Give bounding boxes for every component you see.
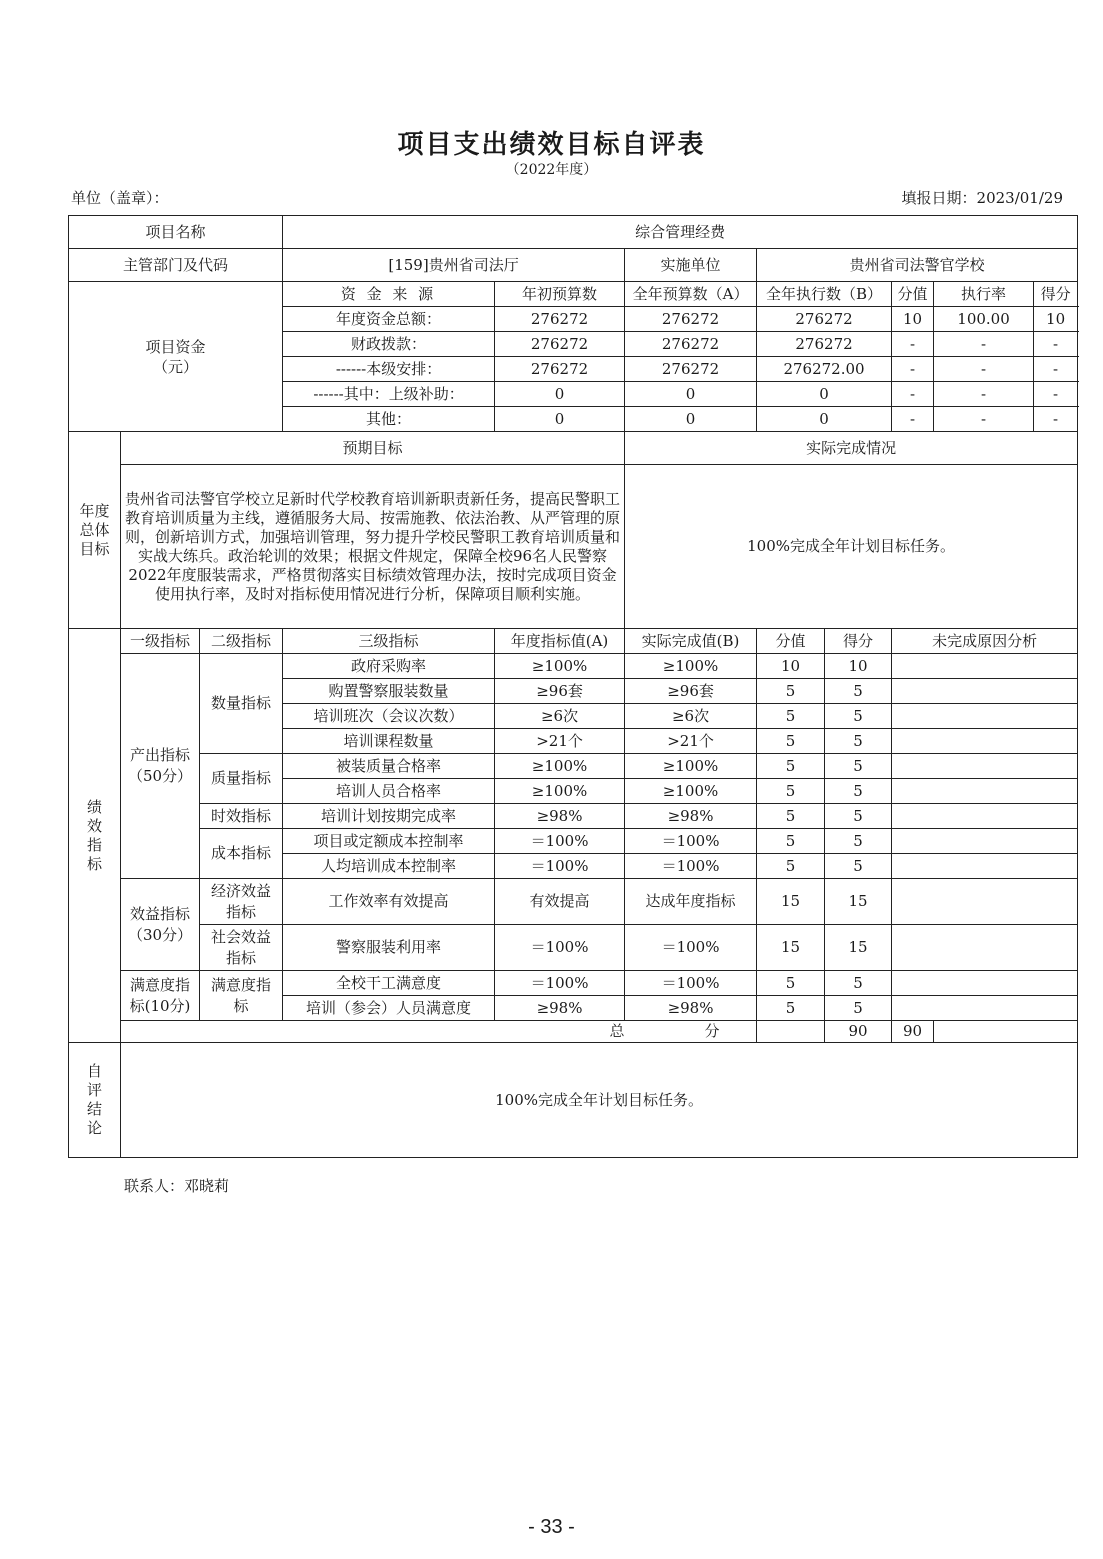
expected-goal-header: 预期目标 (121, 432, 625, 465)
indicator-name: 项目或定额成本控制率 (283, 829, 495, 854)
indicator-row (69, 804, 1078, 829)
actual-completion-text: 100%完成全年计划目标任务。 (625, 465, 1078, 629)
indicator-value: 5 (757, 729, 825, 754)
dept-value: [159]贵州省司法厅 (283, 249, 625, 282)
indicator-value: 5 (757, 754, 825, 779)
funds-executed: 276272 (757, 332, 892, 357)
indicator-actual: ≥100% (625, 779, 757, 804)
indicator-score: 5 (825, 829, 892, 854)
indicators-header-row (69, 629, 1078, 654)
indicator-target: ＝100% (495, 829, 625, 854)
indicator-value: 5 (757, 704, 825, 729)
indicator-score: 5 (825, 729, 892, 754)
indicator-value: 5 (757, 829, 825, 854)
indicator-reason (892, 879, 1078, 925)
indicator-actual: ≥100% (625, 754, 757, 779)
indicator-actual: ＝100% (625, 925, 757, 971)
indicator-target: 有效提高 (495, 879, 625, 925)
indicator-target: ≥98% (495, 996, 625, 1021)
indicator-score: 15 (825, 879, 892, 925)
indicator-name: 培训人员合格率 (283, 779, 495, 804)
funds-source: 财政拨款： (283, 332, 495, 357)
funds-section-label: 项目资金 （元） (69, 282, 283, 432)
col-level3: 三级指标 (283, 629, 495, 654)
total-row (69, 1021, 1078, 1043)
funds-executed: 0 (757, 407, 892, 432)
dept-label: 主管部门及代码 (69, 249, 283, 282)
total-label-right (625, 1021, 757, 1043)
indicator-reason (892, 754, 1078, 779)
funds-source: 其他： (283, 407, 495, 432)
total-reason (934, 1021, 1078, 1043)
indicator-value: 5 (757, 679, 825, 704)
indicator-reason (892, 854, 1078, 879)
benefit-indicator-label: 效益指标 （30分） (121, 879, 200, 971)
indicator-score: 5 (825, 804, 892, 829)
conclusion-label: 自 评 结 论 (69, 1043, 121, 1158)
funds-score: - (1034, 407, 1078, 432)
col-target: 年度指标值(A) (495, 629, 625, 654)
indicator-name: 培训班次（会议次数） (283, 704, 495, 729)
project-name-row (69, 216, 1078, 249)
indicator-actual: ≥6次 (625, 704, 757, 729)
funds-annual: 0 (625, 382, 757, 407)
funds-initial: 276272 (495, 307, 625, 332)
unit-label: 单位（盖章）： (71, 189, 169, 207)
funds-col-executed: 全年执行数（B） (757, 282, 892, 307)
indicator-reason (892, 829, 1078, 854)
funds-rate: - (934, 332, 1034, 357)
col-score: 得分 (825, 629, 892, 654)
indicator-name: 培训课程数量 (283, 729, 495, 754)
indicator-score: 5 (825, 996, 892, 1021)
indicator-name: 被装质量合格率 (283, 754, 495, 779)
total-label-left (121, 1021, 625, 1043)
indicator-target: ≥96套 (495, 679, 625, 704)
page-title: 项目支出绩效目标自评表 (397, 130, 706, 160)
funds-rate: 100.00 (934, 307, 1034, 332)
quality-indicator-label: 质量指标 (200, 754, 283, 804)
indicator-name: 购置警察服装数量 (283, 679, 495, 704)
funds-rate: - (934, 382, 1034, 407)
department-row (69, 249, 1078, 282)
indicator-reason (892, 679, 1078, 704)
evaluation-table (68, 215, 1078, 1158)
indicator-reason (892, 779, 1078, 804)
funds-annual: 276272 (625, 332, 757, 357)
indicator-value: 15 (757, 879, 825, 925)
funds-rate: - (934, 357, 1034, 382)
indicator-name: 全校干工满意度 (283, 971, 495, 996)
goals-content-row (69, 465, 1078, 629)
funds-score: - (1034, 332, 1078, 357)
indicator-target: ≥100% (495, 754, 625, 779)
col-reason: 未完成原因分析 (892, 629, 1078, 654)
report-date: 填报日期：2023/01/29 (901, 189, 1063, 207)
satisfaction-sub-label: 满意度指 标 (200, 971, 283, 1021)
indicator-target: ＝100% (495, 854, 625, 879)
indicator-target: ≥100% (495, 779, 625, 804)
indicator-row (69, 829, 1078, 854)
indicator-actual: ≥98% (625, 804, 757, 829)
funds-score: - (1034, 382, 1078, 407)
indicator-value: 15 (757, 925, 825, 971)
funds-annual: 0 (625, 407, 757, 432)
indicator-actual: 达成年度指标 (625, 879, 757, 925)
indicator-score: 5 (825, 854, 892, 879)
indicator-actual: ≥100% (625, 654, 757, 679)
funds-executed: 276272.00 (757, 357, 892, 382)
indicator-target: ≥98% (495, 804, 625, 829)
funds-score-value: - (892, 332, 934, 357)
indicator-target: ＝100% (495, 925, 625, 971)
page-number: - 33 - (528, 1516, 575, 1538)
funds-source: ------本级安排： (283, 357, 495, 382)
indicator-reason (892, 804, 1078, 829)
indicator-row (69, 879, 1078, 925)
indicator-score: 10 (825, 654, 892, 679)
funds-executed: 0 (757, 382, 892, 407)
expected-goal-text: 贵州省司法警官学校立足新时代学校教育培训新职责新任务，提高民警职工教育培训质量为主线，遵循服务大局、按需施教、依法治教、从严管理的原则，创新培训方式，加强培训管理，努力提升学校民警职工教育培训质量和实战大练兵。政治轮训的效果；根据文件规定，保障全校96名人民警察2022年度服装需求，严格贯彻落实目标绩效管理办法，按时完成项目资金使用执行率，及时对指标使用情况进行分析，保障项目顺利实施。 (121, 465, 625, 629)
indicator-value: 5 (757, 854, 825, 879)
total-spacer (757, 1021, 825, 1043)
conclusion-row (69, 1043, 1078, 1158)
indicator-score: 15 (825, 925, 892, 971)
funds-executed: 276272 (757, 307, 892, 332)
indicator-reason (892, 654, 1078, 679)
indicator-value: 5 (757, 779, 825, 804)
indicator-reason (892, 704, 1078, 729)
funds-col-rate: 执行率 (934, 282, 1034, 307)
funds-score-value: 10 (892, 307, 934, 332)
indicator-name: 人均培训成本控制率 (283, 854, 495, 879)
indicator-row (69, 654, 1078, 679)
econ-indicator-label: 经济效益 指标 (200, 879, 283, 925)
funds-col-annual: 全年预算数（A） (625, 282, 757, 307)
indicator-score: 5 (825, 971, 892, 996)
indicator-reason (892, 971, 1078, 996)
funds-col-score-value: 分值 (892, 282, 934, 307)
indicator-score: 5 (825, 704, 892, 729)
indicator-actual: ＝100% (625, 829, 757, 854)
indicator-actual: >21个 (625, 729, 757, 754)
impl-unit-label: 实施单位 (625, 249, 757, 282)
indicator-name: 工作效率有效提高 (283, 879, 495, 925)
funds-source: 年度资金总额： (283, 307, 495, 332)
indicator-actual: ＝100% (625, 971, 757, 996)
output-indicator-label: 产出指标 （50分） (121, 654, 200, 879)
indicator-row (69, 925, 1078, 971)
indicator-score: 5 (825, 754, 892, 779)
indicator-reason (892, 729, 1078, 754)
indicator-value: 5 (757, 996, 825, 1021)
indicator-target: ≥6次 (495, 704, 625, 729)
project-name-value: 综合管理经费 (283, 216, 1078, 249)
indicator-score: 5 (825, 779, 892, 804)
indicator-score: 5 (825, 679, 892, 704)
indicator-value: 5 (757, 971, 825, 996)
funds-annual: 276272 (625, 307, 757, 332)
funds-initial: 0 (495, 407, 625, 432)
funds-score-value: - (892, 407, 934, 432)
indicator-target: >21个 (495, 729, 625, 754)
quantity-indicator-label: 数量指标 (200, 654, 283, 754)
conclusion-text: 100%完成全年计划目标任务。 (121, 1043, 1078, 1158)
indicator-target: ≥100% (495, 654, 625, 679)
goals-header-row (69, 432, 1078, 465)
funds-score-value: - (892, 357, 934, 382)
total-label-1: 总 (609, 1022, 625, 1040)
col-actual: 实际完成值(B) (625, 629, 757, 654)
funds-annual: 276272 (625, 357, 757, 382)
cost-indicator-label: 成本指标 (200, 829, 283, 879)
actual-completion-header: 实际完成情况 (625, 432, 1078, 465)
funds-score: - (1034, 357, 1078, 382)
indicator-reason (892, 996, 1078, 1021)
satisfaction-indicator-label: 满意度指 标(10分) (121, 971, 200, 1021)
report-year: （2022年度） (505, 162, 598, 178)
indicator-name: 政府采购率 (283, 654, 495, 679)
contact-person: 联系人：邓晓莉 (124, 1177, 230, 1195)
indicators-section-label: 绩 效 指 标 (69, 629, 121, 1043)
goals-section-label: 年度 总体 目标 (69, 432, 121, 629)
indicator-row (69, 971, 1078, 996)
total-score: 90 (892, 1021, 934, 1043)
funds-source: ------其中：上级补助： (283, 382, 495, 407)
indicator-name: 警察服装利用率 (283, 925, 495, 971)
col-value: 分值 (757, 629, 825, 654)
indicator-target: ＝100% (495, 971, 625, 996)
time-indicator-label: 时效指标 (200, 804, 283, 829)
funds-rate: - (934, 407, 1034, 432)
indicator-actual: ＝100% (625, 854, 757, 879)
indicator-row (69, 754, 1078, 779)
funds-initial: 276272 (495, 332, 625, 357)
funds-col-initial: 年初预算数 (495, 282, 625, 307)
funds-initial: 0 (495, 382, 625, 407)
funds-score-value: - (892, 382, 934, 407)
indicator-name: 培训（参会）人员满意度 (283, 996, 495, 1021)
funds-initial: 276272 (495, 357, 625, 382)
funds-header-row (69, 282, 1078, 307)
funds-col-score: 得分 (1034, 282, 1078, 307)
project-name-label: 项目名称 (69, 216, 283, 249)
social-indicator-label: 社会效益 指标 (200, 925, 283, 971)
impl-unit-value: 贵州省司法警官学校 (757, 249, 1078, 282)
indicator-name: 培训计划按期完成率 (283, 804, 495, 829)
indicator-value: 10 (757, 654, 825, 679)
total-value: 90 (825, 1021, 892, 1043)
funds-score: 10 (1034, 307, 1078, 332)
funds-col-source: 资 金 来 源 (283, 282, 495, 307)
indicator-value: 5 (757, 804, 825, 829)
col-level2: 二级指标 (200, 629, 283, 654)
total-label-2: 分 (704, 1022, 720, 1040)
col-level1: 一级指标 (121, 629, 200, 654)
indicator-actual: ≥96套 (625, 679, 757, 704)
indicator-actual: ≥98% (625, 996, 757, 1021)
indicator-reason (892, 925, 1078, 971)
